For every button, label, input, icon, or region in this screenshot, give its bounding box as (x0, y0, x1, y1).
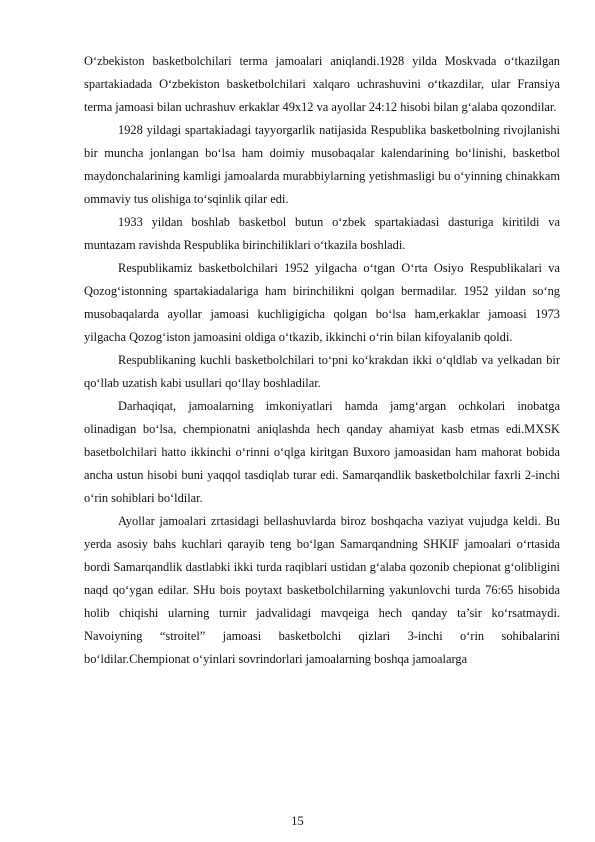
paragraph: 1933 yildan boshlab basketbol butun o‘zbek spartakiadasi dasturiga kiritildi va muntazam ravishda Respublika birinchiliklari o‘tkazila boshladi. (84, 215, 560, 252)
paragraph: Respublikaning kuchli basketbolchilari to‘pni ko‘krakdan ikki o‘qldlab va yelkadan bir qo‘llab uzatish kabi usullari qo‘llay boshladilar. (84, 353, 560, 390)
paragraph: O‘zbekiston basketbolchilari terma jamoalari aniqlandi.1928 yilda Moskvada o‘tkazilgan spartakiadada O‘zbekiston basketbolchilari xalqaro uchrashuvini o‘tkazdilar, ular Fransiya terma jamoasi bilan uchrashuv erkaklar 49x12 va ayollar 24:12 hisobi bilan g‘alaba qozondilar. (84, 54, 560, 114)
paragraph: Darhaqiqat, jamoalarning imkoniyatlari hamda jamg‘argan ochkolari inobatga olinadigan bo‘lsa, chempionatni aniqlashda hech qanday ahamiyat kasb etmas edi.MXSK basetbolchilari hatto ikkinchi o‘rinni o‘qlga kiritgan Buxoro jamoasidan ham mahorat bobida ancha ustun hisobi buni yaqqol tasdiqlab turar edi. Samarqandlik basketbolchilar faxrli 2-inchi o‘rin sohiblari bo‘ldilar. (84, 399, 560, 505)
paragraph: Respublikamiz basketbolchilari 1952 yilgacha o‘tgan O‘rta Osiyo Respublikalari va Qozog‘istonning spartakiadalariga ham birinchilikni qolgan bermadilar. 1952 yildan so‘ng musobaqalarda ayollar jamoasi kuchligigicha qolgan bo‘lsa ham,erkaklar jamoasi 1973 yilgacha Qozog‘iston jamoasini oldiga o‘tkazib, ikkinchi o‘rin bilan kifoyalanib qoldi. (84, 261, 560, 344)
body-text (84, 50, 560, 671)
page-number: 15 (291, 814, 304, 828)
paragraph: Ayollar jamoalari zrtasidagi bellashuvlarda biroz boshqacha vaziyat vujudga keldi. Bu yerda asosiy bahs kuchlari qarayib teng bo‘lgan Samarqandning SHKIF jamoalari o‘rtasida bordi Samarqandlik dastlabki ikki turda raqiblari ustidan g‘alaba qozonib chepionat g‘olibligini naqd qo‘ygan edilar. SHu bois poytaxt basketbolchilarning yakunlovchi turda 76:65 hisobida holib chiqishi ularning turnir jadvalidagi mavqeiga hech qanday ta’sir ko‘rsatmaydi. Navoiyning “stroitel” jamoasi basketbolchi qizlari 3-inchi o‘rin sohibalarini bo‘ldilar.Chempionat o‘yinlari sovrindorlari jamoalarning boshqa jamoalarga (84, 514, 560, 666)
paragraph: 1928 yildagi spartakiadagi tayyorgarlik natijasida Respublika basketbolning rivojlanishi bir muncha jonlangan bo‘lsa ham doimiy musobaqalar kalendarining bo‘linishi, basketbol maydonchalarining kamligi jamoalarda murabbiylarning yetishmasligi bu o‘yinning chinakkam ommaviy tus olishiga to‘sqinlik qilar edi. (84, 123, 560, 206)
